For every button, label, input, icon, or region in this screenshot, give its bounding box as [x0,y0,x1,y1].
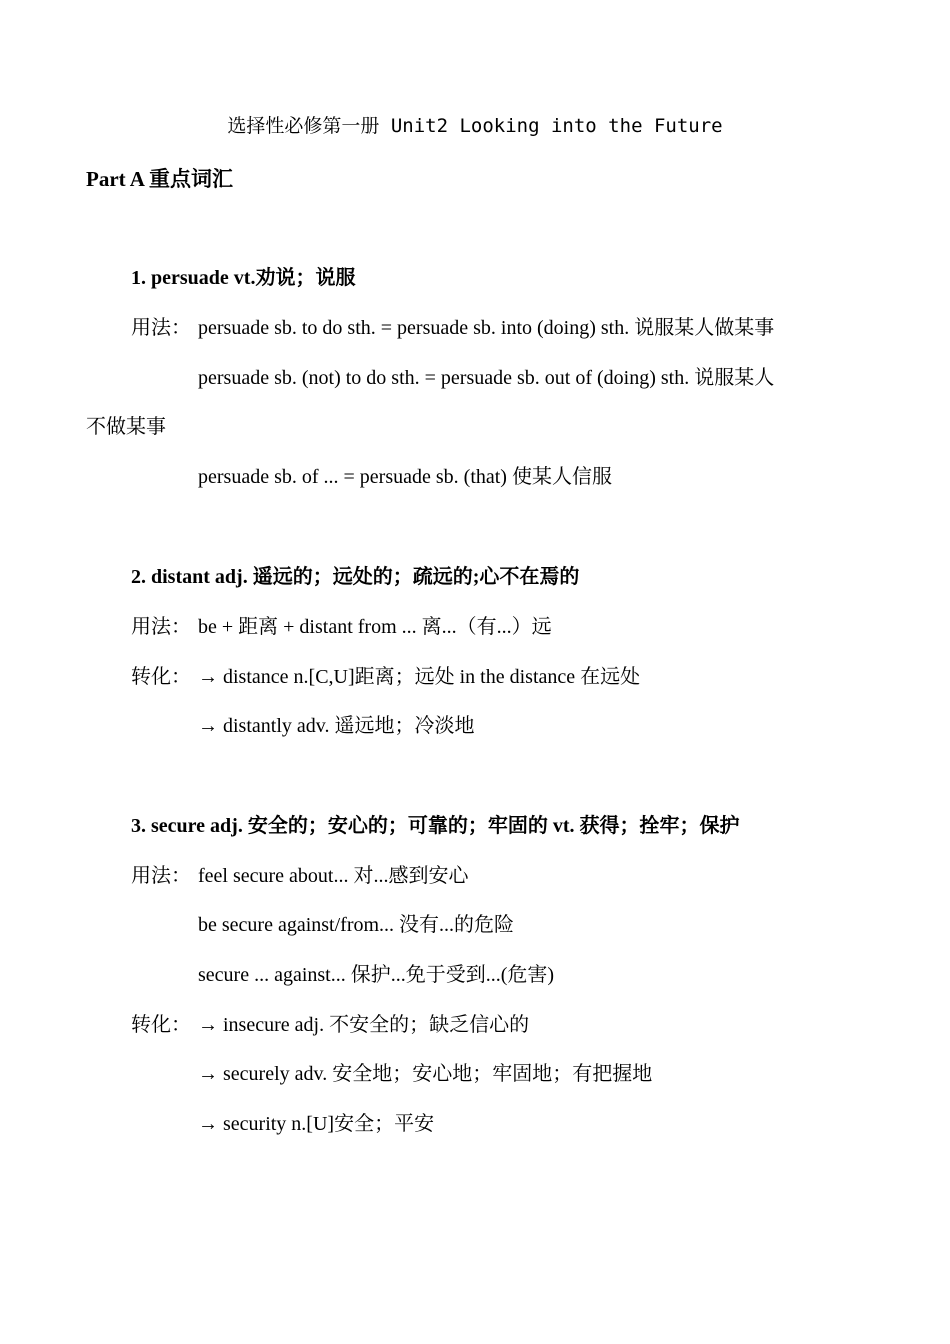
line-text: persuade sb. to do sth. = persuade sb. into (doing) sth. 说服某人做某事 [198,317,775,339]
conversion-line [131,663,640,691]
line-text: persuade sb. of ... = persuade sb. (that) 使某人信服 [198,466,612,488]
entry-heading: 1. persuade vt.劝说；说服 [131,267,356,289]
usage-line [131,613,552,641]
usage-line [131,961,554,989]
line-text: → insecure adj. 不安全的；缺乏信心的 [198,1014,530,1036]
line-prefix: 转化： [131,1014,191,1036]
conversion-line [131,712,474,740]
usage-line [131,364,774,392]
entry-heading: 2. distant adj. 遥远的；远处的；疏远的;心不在焉的 [131,566,580,588]
usage-line [131,463,612,491]
line-text: be secure against/from... 没有...的危险 [198,914,515,936]
line-text: → securely adv. 安全地；安心地；牢固地；有把握地 [198,1063,653,1085]
line-text: → security n.[U]安全；平安 [198,1113,435,1135]
line-prefix: 用法： [131,616,191,638]
conversion-line [131,1011,529,1039]
line-text: → distantly adv. 遥远地；冷淡地 [198,715,475,737]
wrapped-text: 不做某事 [86,416,166,438]
usage-line [131,314,774,342]
line-text: feel secure about... 对...感到安心 [198,865,469,887]
line-text: secure ... against... 保护...免于受到...(危害) [198,964,555,986]
conversion-line [131,1110,434,1138]
line-text: persuade sb. (not) to do sth. = persuade sb. out of (doing) sth. 说服某人 [198,367,775,389]
line-text: be + 距离 + distant from ... 离...（有...）远 [198,616,552,638]
line-prefix: 用法： [131,865,191,887]
document-title: 选择性必修第一册 Unit2 Looking into the Future [227,115,723,137]
usage-line [131,911,514,939]
line-text: → distance n.[C,U]距离；远处 in the distance 在远处 [198,666,641,688]
line-prefix: 用法： [131,317,191,339]
conversion-line [131,1060,652,1088]
part-heading: Part A 重点词汇 [86,167,233,191]
entry-heading: 3. secure adj. 安全的；安心的；可靠的；牢固的 vt. 获得；拴牢；保护 [131,815,740,837]
usage-line [131,862,468,890]
line-prefix: 转化： [131,666,191,688]
